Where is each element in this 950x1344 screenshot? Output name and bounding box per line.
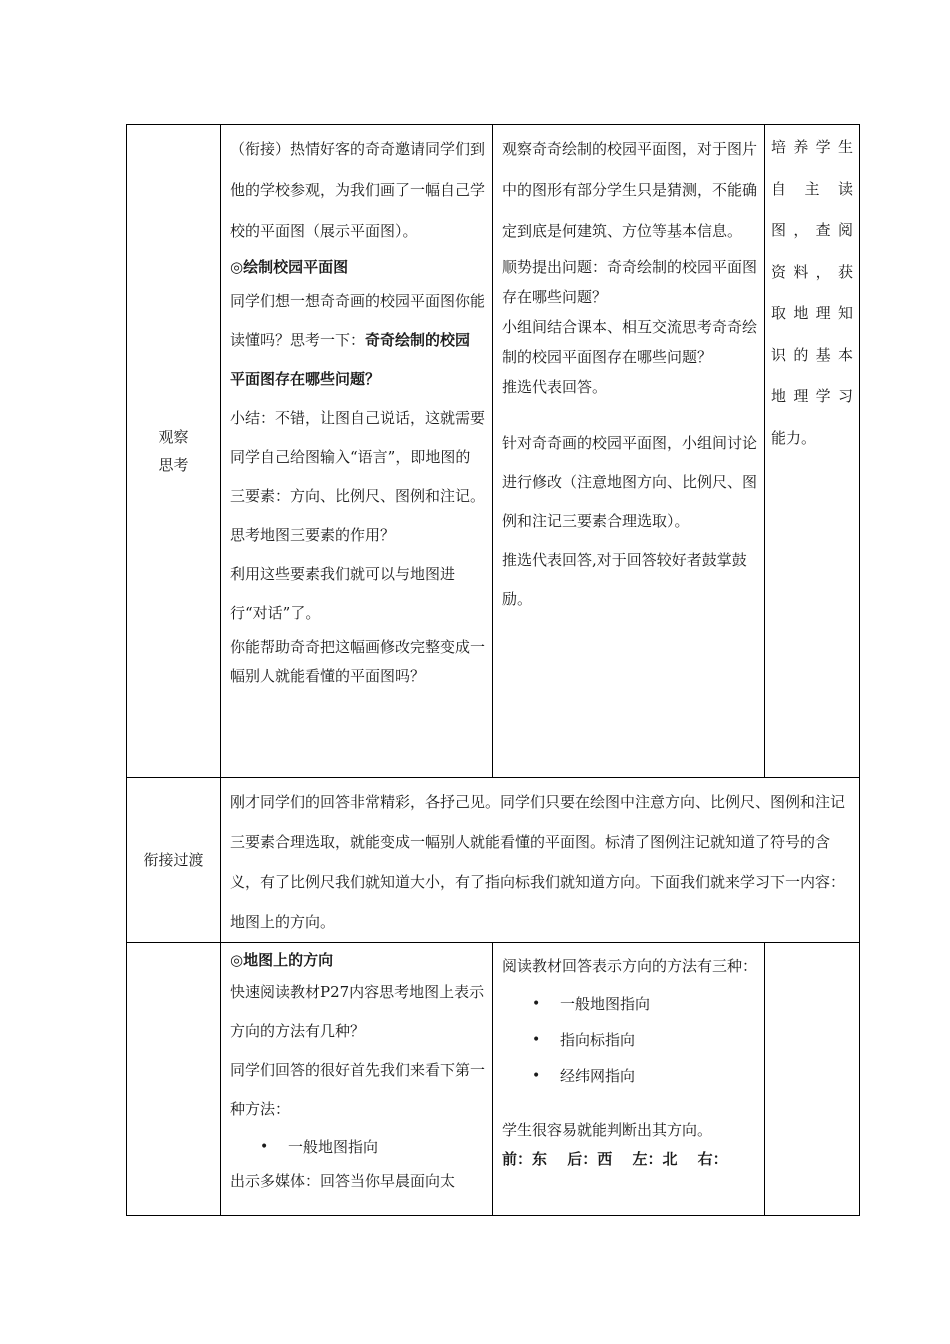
lesson-plan-table [126,124,860,1216]
transition-cell [221,778,860,943]
list-item: • 一般地图指向 [230,1129,485,1165]
stage-label-transition: 衔接过渡 [127,778,221,943]
direction-text: 前：东 后：西 左：北 右： [502,1150,728,1168]
student-question-text: 顺势提出问题：奇奇绘制的校园平面图存在哪些问题？ [502,258,758,306]
stage-label-observe-think: 观察 思考 [127,125,221,778]
list-item: • 经纬网指向 [502,1058,757,1094]
intro-text: 同学们回答的很好首先我们来看下第一种方法： [230,1061,486,1118]
list-item: • 一般地图指向 [502,986,757,1022]
bullet-icon: • [532,1032,541,1048]
summary-text: 小结：不错，让图自己说话，这就需要同学自己给图输入“语言”，即地图的三要素：方向、比例尺、图例和注记。思考地图三要素的作用？ [230,409,486,544]
media-text: 出示多媒体：回答当你早晨面向太 [230,1172,456,1190]
goal-cell [765,943,860,1216]
student-encourage-text: 推选代表回答,对于回答较好者鼓掌鼓励。 [502,551,747,608]
table-row-map-direction [127,943,860,1216]
student-observe-text: 观察奇奇绘制的校园平面图，对于图片中的图形有部分学生只是猜测，不能确定到底是何建筑、方位等基本信息。 [502,140,758,240]
student-modify-text: 针对奇奇画的校园平面图，小组间讨论进行修改（注意地图方向、比例尺、图例和注记三要素合理选取）。 [502,434,758,530]
bullet-icon: • [532,996,541,1012]
transition-text: 刚才同学们的回答非常精彩，各抒己见。同学们只要在绘图中注意方向、比例尺、图例和注记三要素合理选取，就能变成一幅别人就能看懂的平面图。标清了图例注记就知道了符号的含义，有了比例尺我们就知道大小，有了指向标我们就知道方向。下面我们就来学习下一内容：地图上的方向。 [230,793,846,931]
student-activity-cell [493,125,765,778]
help-text: 你能帮助奇奇把这幅画修改完整变成一幅别人就能看懂的平面图吗？ [230,638,486,685]
question-text: 快速阅读教材P27内容思考地图上表示方向的方法有几种？ [230,983,485,1040]
student-activity-cell [493,943,765,1216]
list-item: • 指向标指向 [502,1022,757,1058]
intro-text: （衔接）热情好客的奇奇邀请同学们到他的学校参观，为我们画了一幅自己学校的平面图（展示平面图）。 [230,140,486,240]
goal-cell: 培养学生 自 主 读 图，查阅 资料，获 取地理知 识的基本 地理学习 能力。 [765,125,860,778]
easy-text: 学生很容易就能判断出其方向。 [502,1121,713,1139]
table-row-transition [127,778,860,943]
read-text: 阅读教材回答表示方向的方法有三种： [502,957,758,975]
teacher-activity-cell [221,943,493,1216]
table-row-observe-think [127,125,860,778]
question-text: 同学们想一想奇奇画的校园平面图你能读懂吗？思考一下：奇奇绘制的校园平面图存在哪些问题？ [230,292,486,388]
bullet-icon: • [260,1139,269,1155]
student-group-text: 小组间结合课本、相互交流思考奇奇绘制的校园平面图存在哪些问题？ [502,318,758,366]
section-heading: ◎绘制校园平面图 [230,258,349,276]
use-text: 利用这些要素我们就可以与地图进行“对话”了。 [230,565,456,622]
bullet-icon: • [532,1068,541,1084]
student-answer-text: 推选代表回答。 [502,378,608,396]
section-heading: ◎地图上的方向 [230,951,334,969]
teacher-activity-cell [221,125,493,778]
stage-label-empty [127,943,221,1216]
